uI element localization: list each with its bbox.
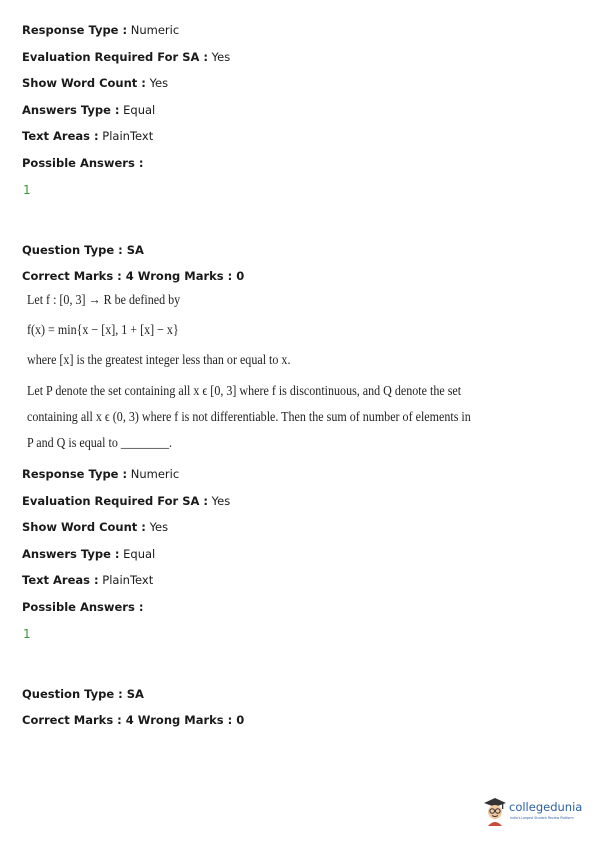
question-type-row: Question Type : SA (22, 243, 144, 257)
question-line-6: P and Q is equal to ________. (27, 436, 173, 451)
question-type-row: Question Type : SA (22, 687, 144, 701)
logo-tagline: India's Largest Student Review Platform (510, 816, 574, 820)
response-type-row: Response Type : Numeric (22, 467, 180, 481)
possible-answer-value: 1 (23, 183, 31, 197)
question-line-2: f(x) = min{x − [x], 1 + [x] − x} (27, 323, 179, 338)
collegedunia-logo (482, 796, 582, 830)
possible-answer-value: 1 (23, 627, 31, 641)
question-line-5: containing all x ϵ (0, 3) where f is not differentiable. Then the sum of number of elements in (27, 410, 471, 425)
answers-type-row: Answers Type : Equal (22, 103, 156, 117)
possible-answers-label: Possible Answers : (22, 156, 144, 170)
question-line-3: where [x] is the greatest integer less than or equal to x. (27, 353, 291, 368)
text-areas-row: Text Areas : PlainText (22, 573, 154, 587)
answers-type-row: Answers Type : Equal (22, 547, 156, 561)
logo-wordmark: collegedunia (509, 800, 583, 814)
question-line-4: Let P denote the set containing all x ϵ [0, 3] where f is discontinuous, and Q denote the set (27, 384, 462, 399)
evaluation-required-row: Evaluation Required For SA : Yes (22, 50, 231, 64)
marks-row: Correct Marks : 4 Wrong Marks : 0 (22, 269, 245, 283)
student-mascot-icon (482, 796, 508, 828)
response-type-row: Response Type : Numeric (22, 23, 180, 37)
question-line-1: Let f : [0, 3] → R be defined by (27, 293, 181, 308)
show-word-count-row: Show Word Count : Yes (22, 520, 169, 534)
show-word-count-row: Show Word Count : Yes (22, 76, 169, 90)
text-areas-row: Text Areas : PlainText (22, 129, 154, 143)
marks-row: Correct Marks : 4 Wrong Marks : 0 (22, 713, 245, 727)
evaluation-required-row: Evaluation Required For SA : Yes (22, 494, 231, 508)
possible-answers-label: Possible Answers : (22, 600, 144, 614)
